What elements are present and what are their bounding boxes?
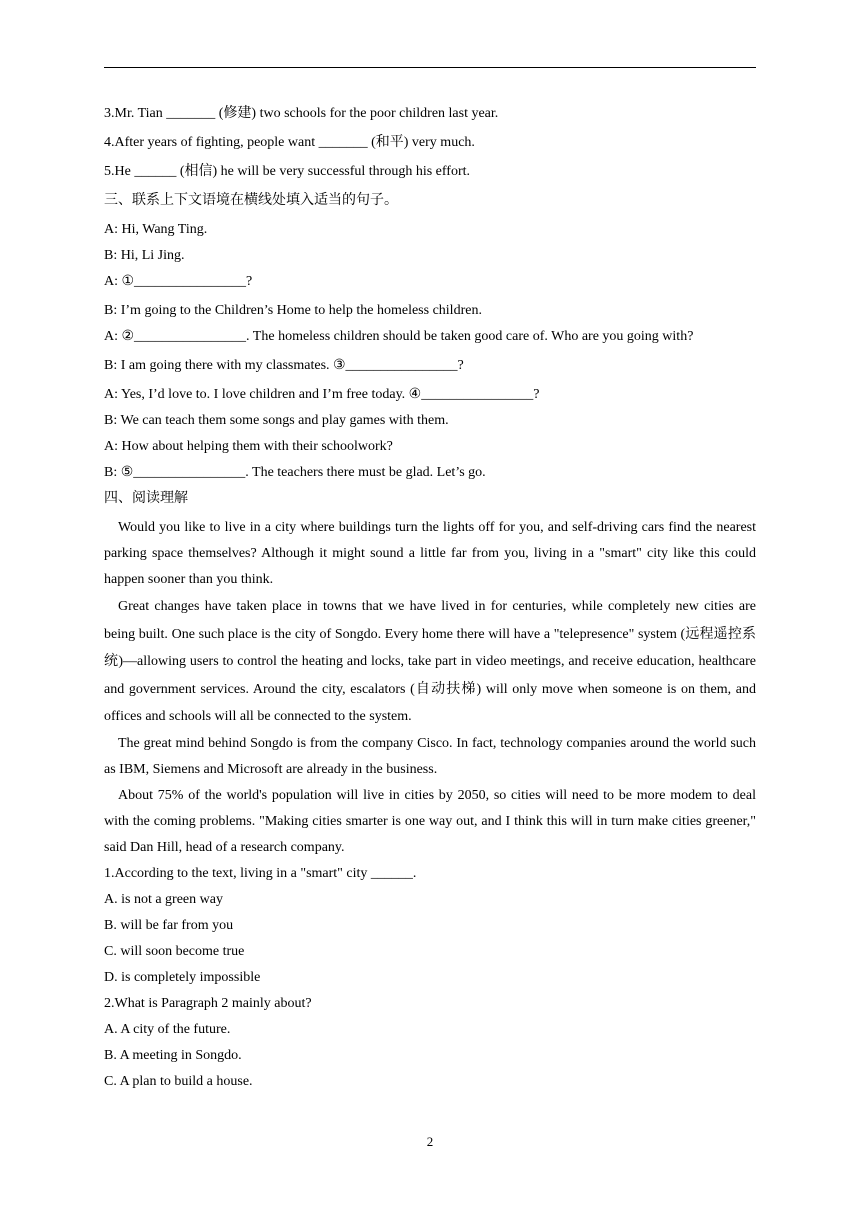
option-1d: D. is completely impossible — [104, 969, 261, 985]
option-2a: A. A city of the future. — [104, 1021, 231, 1037]
passage-paragraph-1: Would you like to live in a city where buildings turn the lights off for you, and self-driving cars find the nearest parking space themselves? Although it might sound a little far from you, living in a "smart" city like this could happen sooner than you think. — [104, 520, 756, 587]
dialogue-line: B: I am going there with my classmates. ③________________? — [104, 358, 464, 373]
option-2b: B. A meeting in Songdo. — [104, 1047, 242, 1063]
fill-question-3: 3.Mr. Tian _______ (修建) two schools for the poor children last year. — [104, 106, 499, 121]
dialogue-line: B: ⑤________________. The teachers there must be glad. Let’s go. — [104, 465, 486, 480]
reading-question-2: 2.What is Paragraph 2 mainly about? — [104, 995, 312, 1011]
option-1c: C. will soon become true — [104, 943, 245, 959]
option-2c: C. A plan to build a house. — [104, 1073, 253, 1089]
passage-paragraph-4: About 75% of the world's population will live in cities by 2050, so cities will need to be more modem to deal with the coming problems. "Making cities smarter is one way out, and I think this will in turn make cities greener," said Dan Hill, head of a research company. — [104, 787, 756, 855]
dialogue-line: A: ②________________. The homeless children should be taken good care of. Who are you going with? — [104, 329, 694, 344]
dialogue-line: A: How about helping them with their schoolwork? — [104, 439, 393, 454]
dialogue-line: A: Hi, Wang Ting. — [104, 222, 208, 237]
dialogue-line: B: I’m going to the Children’s Home to help the homeless children. — [104, 303, 482, 318]
fill-question-5: 5.He ______ (相信) he will be very successful through his effort. — [104, 164, 470, 179]
dialogue-line: B: We can teach them some songs and play games with them. — [104, 413, 449, 428]
header-rule — [104, 67, 756, 68]
page-content — [104, 104, 756, 1098]
page-number: 2 — [426, 1134, 434, 1149]
dialogue-line: A: ①________________? — [104, 274, 253, 289]
section-3-title: 三、联系上下文语境在横线处填入适当的句子。 — [104, 193, 398, 208]
passage-paragraph-2: Great changes have taken place in towns that we have lived in for centuries, while completely new cities are being built. One such place is the city of Songdo. Every home there will have a "telepresence" system (远程遥控系统)—allowing users to control the heating and locks, take part in video meetings, and receive education, healthcare and government services. Around the city, escalators (自动扶梯) will only move when someone is on them, and offices and schools will all be connected to the system. — [104, 599, 756, 724]
option-1b: B. will be far from you — [104, 917, 234, 933]
option-1a: A. is not a green way — [104, 891, 223, 907]
reading-question-1: 1.According to the text, living in a "smart" city ______. — [104, 865, 417, 881]
fill-question-4: 4.After years of fighting, people want _______ (和平) very much. — [104, 135, 475, 150]
dialogue-line: A: Yes, I’d love to. I love children and I’m free today. ④________________? — [104, 387, 540, 402]
dialogue-line: B: Hi, Li Jing. — [104, 248, 185, 263]
passage-paragraph-3: The great mind behind Songdo is from the company Cisco. In fact, technology companies around the world such as IBM, Siemens and Microsoft are already in the business. — [104, 735, 756, 777]
section-4-title: 四、阅读理解 — [104, 491, 188, 506]
